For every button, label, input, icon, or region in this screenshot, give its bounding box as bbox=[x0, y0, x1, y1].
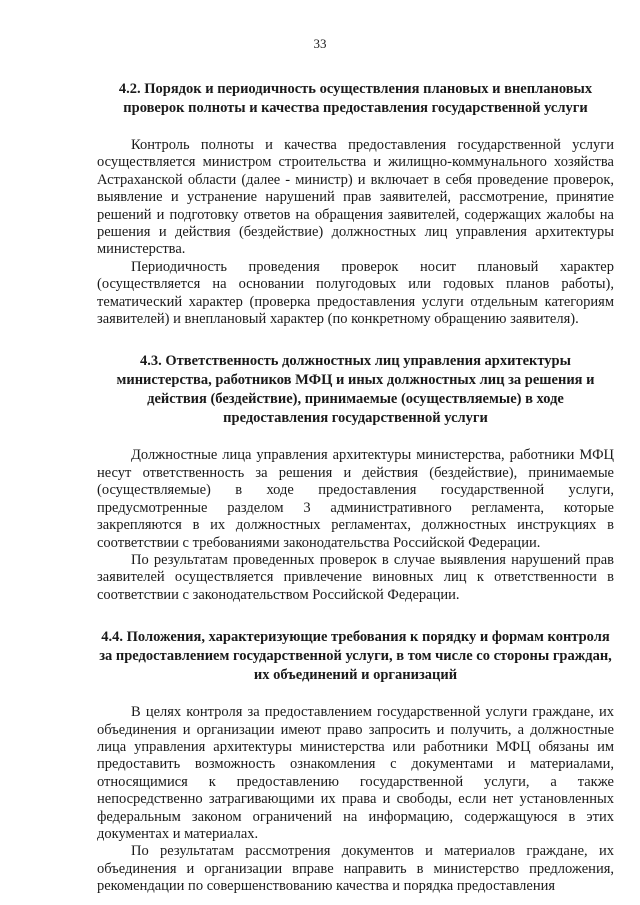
paragraph: По результатам рассмотрения документов и материалов граждане, их объединения и организации вправе направить в министерство предложения, рекомендации по совершенствованию качества и порядка предоставления bbox=[97, 843, 614, 895]
paragraph: В целях контроля за предоставлением государственной услуги граждане, их объединения и организации имеют право запросить и получить, а должностные лица управления архитектуры министерства или работники МФЦ обязаны им предоставить возможность ознакомления с документами и материалами, относящимися к предоставлению государственной услуги, а также непосредственно затрагивающими их права и свободы, если нет установленных федеральным законом ограничений на информацию, содержащуюся в этих документах и материалах. bbox=[97, 704, 614, 842]
paragraph: По результатам проведенных проверок в случае выявления нарушений прав заявителей осуществляется привлечение виновных лиц к ответственности в соответствии с законодательством Российской Федерации. bbox=[97, 551, 614, 603]
page-content bbox=[97, 80, 614, 896]
section-4-2 bbox=[97, 80, 614, 328]
section-4-4 bbox=[97, 628, 614, 895]
paragraph: Контроль полноты и качества предоставления государственной услуги осуществляется министром строительства и жилищно-коммунального хозяйства Астраханской области (далее - министр) и включает в себя проведение проверок, выявление и устранение нарушений прав заявителей, рассмотрение, принятие решений и подготовку ответов на обращения заявителей, содержащих жалобы на решения и действия (бездействие) должностных лиц управления архитектуры министерства. bbox=[97, 137, 614, 258]
paragraph: Должностные лица управления архитектуры министерства, работники МФЦ несут ответственность за решения и действия (бездействие), принимаемые (осуществляемые) в ходе предоставления государственной услуги, предусмотренные разделом 3 административного регламента, которые закрепляются в их должностных регламентах, должностных инструкциях в соответствии с требованиями законодательства Российской Федерации. bbox=[97, 447, 614, 551]
section-heading: 4.2. Порядок и периодичность осуществления плановых и внеплановых проверок полноты и качества предоставления государственной услуги bbox=[118, 81, 593, 116]
section-heading: 4.3. Ответственность должностных лиц управления архитектуры министерства, работников МФЦ и иных должностных лиц за решения и действия (бездействие), принимаемые (осуществляемые) в ходе предоставления государственной услуги bbox=[116, 353, 595, 427]
section-4-3 bbox=[97, 352, 614, 604]
page-number: 33 bbox=[313, 36, 327, 51]
section-heading: 4.4. Положения, характеризующие требования к порядку и формам контроля за предоставлением государственной услуги, в том числе со стороны граждан, их объединений и организаций bbox=[99, 629, 612, 684]
paragraph: Периодичность проведения проверок носит плановый характер (осуществляется на основании полугодовых или годовых планов работы), тематический характер (проверка предоставления услуги отдельным категориям заявителей) и внеплановый характер (по конкретному обращению заявителя). bbox=[97, 258, 614, 328]
